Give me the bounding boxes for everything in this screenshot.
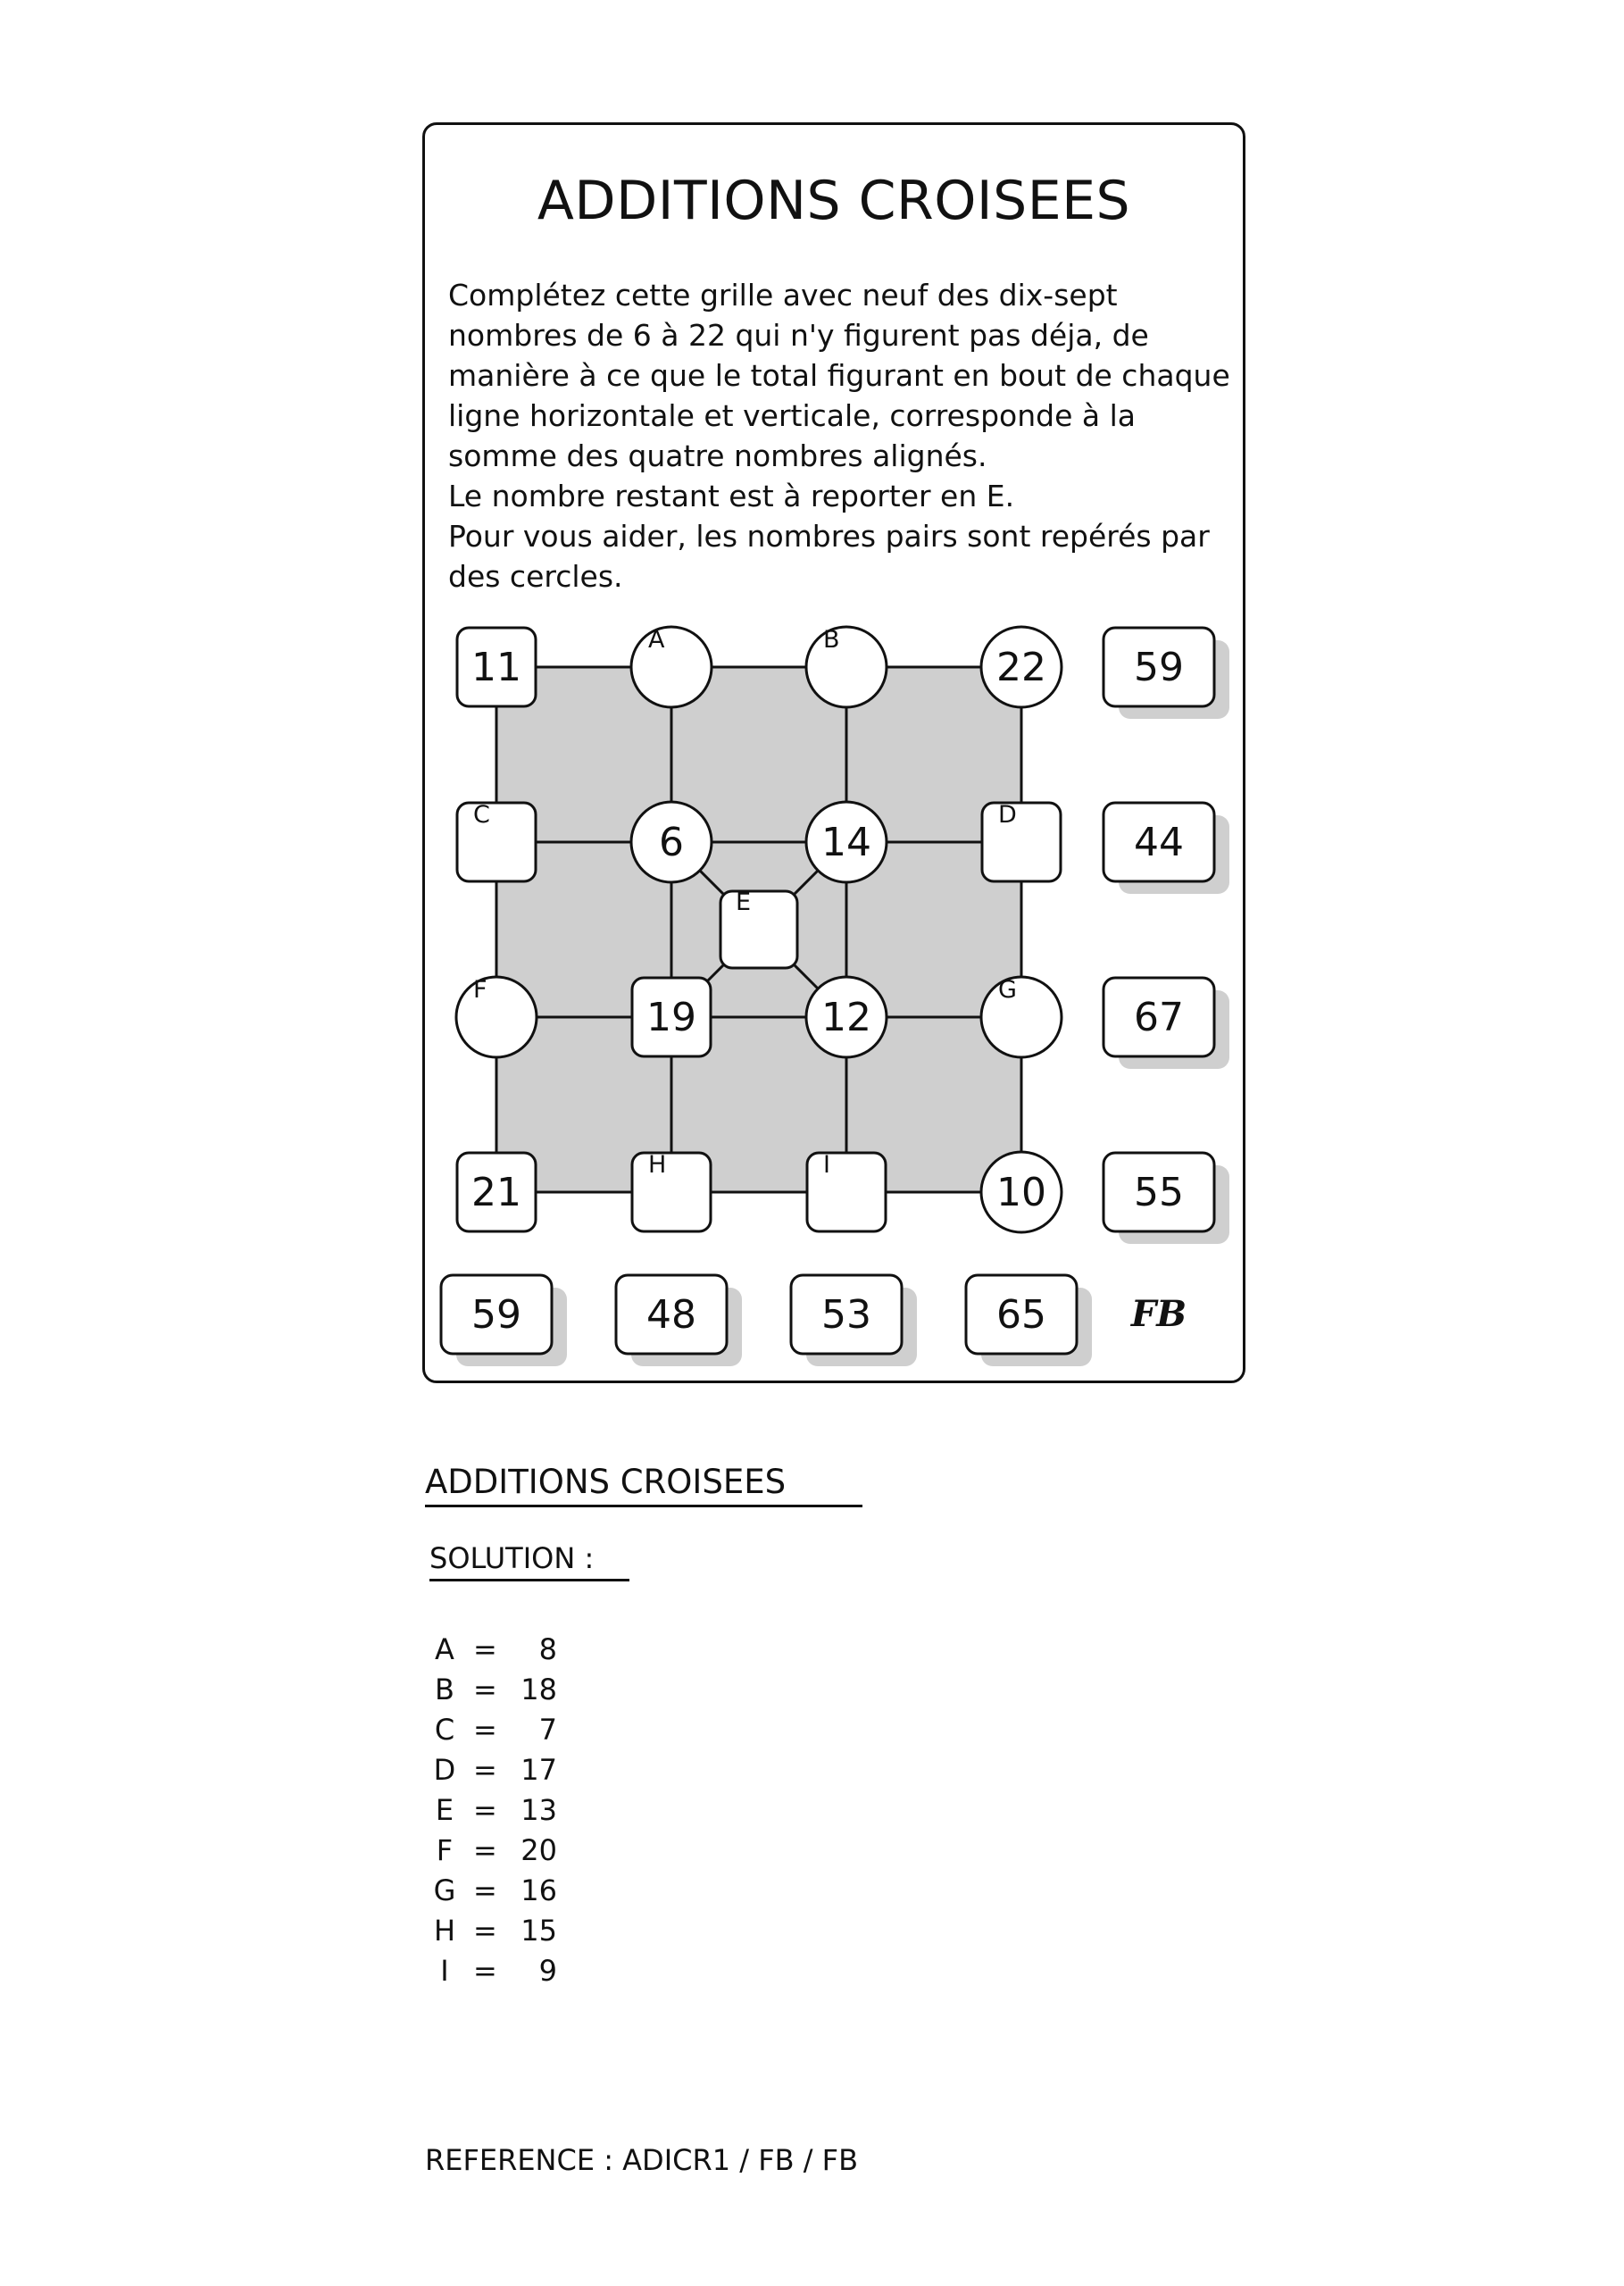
puzzle-title: ADDITIONS CROISEES <box>537 170 1131 232</box>
column-total <box>441 1275 567 1366</box>
grid-cell-center <box>720 889 797 968</box>
answer-letter: A <box>435 1632 454 1666</box>
answer-value: 9 <box>538 1954 557 1988</box>
reference: REFERENCE : ADICR1 / FB / FB <box>425 2143 859 2177</box>
total-value: 44 <box>1134 820 1184 865</box>
row-total <box>1103 1153 1229 1244</box>
grid-cell <box>981 976 1062 1057</box>
answer-row <box>432 1871 664 1911</box>
column-total <box>791 1275 917 1366</box>
answer-equals: = <box>473 1873 497 1907</box>
cell-square <box>807 1153 886 1231</box>
answer-row <box>432 1750 664 1790</box>
answer-value: 16 <box>521 1873 557 1907</box>
answer-letter: G <box>433 1873 456 1907</box>
grid-cell <box>981 627 1062 707</box>
answer-row <box>432 1790 664 1831</box>
cell-value: 11 <box>471 645 521 690</box>
answer-row <box>432 1630 664 1670</box>
cell-letter: C <box>473 801 490 829</box>
answer-value: 15 <box>521 1914 557 1948</box>
cell-value: 21 <box>471 1170 521 1215</box>
answer-equals: = <box>473 1673 497 1706</box>
puzzle-card <box>422 122 1245 1383</box>
column-total <box>966 1275 1092 1366</box>
answer-letter: B <box>435 1673 454 1706</box>
total-value: 53 <box>821 1292 871 1338</box>
total-value: 55 <box>1134 1170 1184 1215</box>
answer-list <box>432 1630 664 1991</box>
answer-letter: C <box>434 1713 455 1747</box>
answer-equals: = <box>473 1753 497 1787</box>
answer-value: 13 <box>521 1793 557 1827</box>
answer-value: 20 <box>521 1833 557 1867</box>
grid-cell <box>456 976 537 1057</box>
instruction-paragraph: Pour vous aider, les nombres pairs sont repérés par des cercles. <box>448 519 1210 594</box>
cell-value: 19 <box>646 995 696 1040</box>
cell-letter: E <box>736 889 752 916</box>
cell-circle <box>456 977 537 1057</box>
cell-square <box>632 1153 711 1231</box>
cell-letter: D <box>998 801 1017 829</box>
instruction-paragraph: Complétez cette grille avec neuf des dix-sept nombres de 6 à 22 qui n'y figurent pas déja, de manière à ce que le total figurant en bout de chaque ligne horizontale et verticale, corresponde à la somme des quatre nombres alignés. <box>448 278 1230 473</box>
answer-letter: H <box>433 1914 456 1948</box>
answer-letter: D <box>433 1753 456 1787</box>
grid-cell <box>982 801 1061 881</box>
answer-equals: = <box>473 1713 497 1747</box>
cell-value: 22 <box>996 645 1046 690</box>
grid-cell <box>632 978 711 1056</box>
answer-letter: I <box>440 1954 449 1988</box>
answer-row <box>432 1710 664 1750</box>
answer-row <box>432 1831 664 1871</box>
grid-cell <box>632 1151 711 1231</box>
cell-value: 10 <box>996 1170 1046 1215</box>
cell-square <box>457 803 536 881</box>
grid-cell <box>806 802 887 882</box>
cell-square <box>982 803 1061 881</box>
column-total <box>616 1275 742 1366</box>
grid-cell <box>806 977 887 1057</box>
total-value: 48 <box>646 1292 696 1338</box>
cell-square <box>720 891 797 968</box>
row-total <box>1103 803 1229 894</box>
cell-letter: F <box>473 976 487 1004</box>
row-total <box>1103 978 1229 1069</box>
solution-header <box>425 1460 862 1507</box>
cell-letter: G <box>998 976 1017 1004</box>
puzzle-grid <box>425 125 1243 1381</box>
total-value: 59 <box>471 1292 521 1338</box>
answer-letter: E <box>435 1793 454 1827</box>
answer-equals: = <box>473 1954 497 1988</box>
cell-value: 14 <box>821 820 871 865</box>
grid-cell <box>457 1153 536 1231</box>
answer-equals: = <box>473 1833 497 1867</box>
total-value: 59 <box>1134 645 1184 690</box>
cell-value: 12 <box>821 995 871 1040</box>
cell-letter: A <box>648 626 665 654</box>
answer-row <box>432 1911 664 1951</box>
answer-equals: = <box>473 1632 497 1666</box>
answer-letter: F <box>436 1833 454 1867</box>
grid-cell <box>631 626 712 707</box>
grid-cell <box>806 626 887 707</box>
grid-cell <box>981 1152 1062 1232</box>
grid-cell <box>457 628 536 706</box>
answer-equals: = <box>473 1914 497 1948</box>
instruction-paragraph: Le nombre restant est à reporter en E. <box>448 479 1015 513</box>
cell-circle <box>981 977 1062 1057</box>
grid-cell <box>631 802 712 882</box>
grid-cell <box>807 1151 886 1231</box>
cell-letter: I <box>823 1151 830 1179</box>
solution-title: ADDITIONS CROISEES <box>425 1460 862 1507</box>
answer-value: 18 <box>521 1673 557 1706</box>
row-total <box>1103 628 1229 719</box>
cell-letter: H <box>648 1151 667 1179</box>
cell-circle <box>806 627 887 707</box>
cell-letter: B <box>823 626 840 654</box>
total-value: 65 <box>996 1292 1046 1338</box>
cell-circle <box>631 627 712 707</box>
grid-cell <box>457 801 536 881</box>
solution-label: SOLUTION : <box>429 1538 629 1581</box>
answer-row <box>432 1951 664 1991</box>
cell-value: 6 <box>659 820 684 865</box>
answer-value: 8 <box>538 1632 557 1666</box>
signature: FB <box>1130 1293 1187 1335</box>
answer-equals: = <box>473 1793 497 1827</box>
answer-row <box>432 1670 664 1710</box>
answer-value: 7 <box>538 1713 557 1747</box>
answer-value: 17 <box>521 1753 557 1787</box>
total-value: 67 <box>1134 995 1184 1040</box>
solution-label-wrap <box>429 1538 629 1581</box>
